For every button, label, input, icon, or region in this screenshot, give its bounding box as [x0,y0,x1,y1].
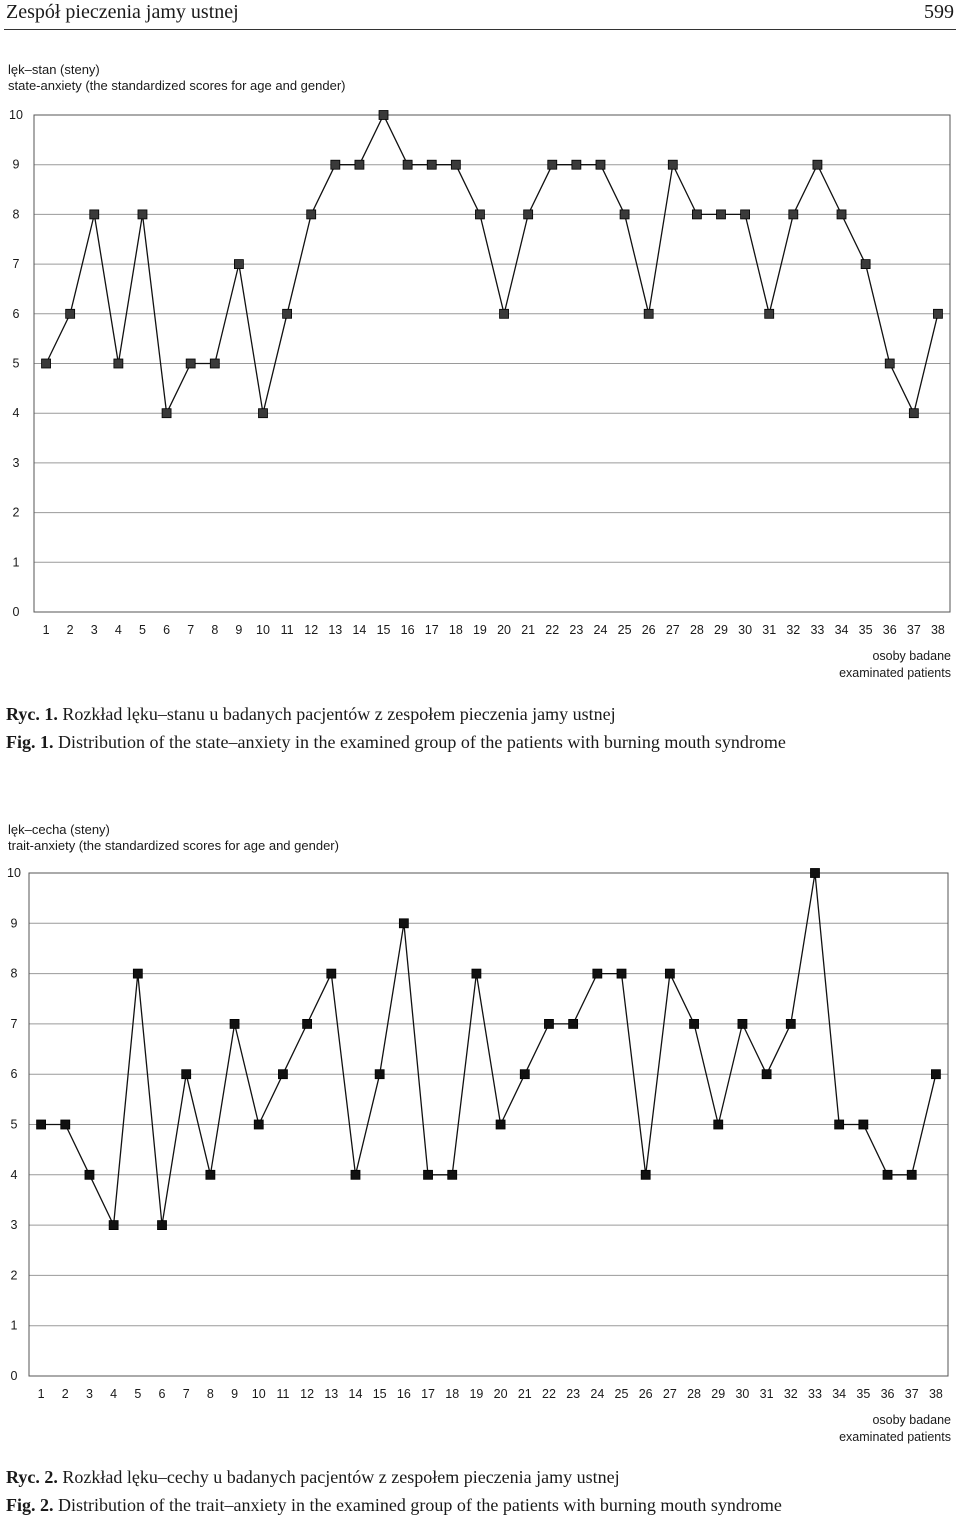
trait-anxiety-chart [0,860,960,1460]
chart1-data-point [885,359,894,368]
chart2-data-point [641,1170,650,1179]
chart2-data-point [738,1019,747,1028]
chart2-data-point [182,1070,191,1079]
chart1-xtick-label: 15 [376,623,391,637]
chart2-xtick-label: 21 [517,1387,532,1401]
header-rule [4,29,956,30]
chart1-data-point [933,309,942,318]
chart2-xtick-label: 30 [735,1387,750,1401]
chart2-series-line [41,873,936,1225]
chart2-caption-pl-label: Ryc. 2. [6,1467,58,1487]
journal-title: Zespół pieczenia jamy ustnej [6,1,239,23]
chart2-caption-en [6,1495,782,1516]
chart1-data-point [837,210,846,219]
chart1-xtick-label: 35 [858,623,873,637]
chart2-xtick-label: 27 [662,1387,677,1401]
chart1-data-point [644,309,653,318]
chart2-xtick-label: 8 [206,1387,214,1401]
chart1-data-point [524,210,533,219]
chart1-data-point [403,160,412,169]
chart1-xtick-label: 4 [114,623,122,637]
chart1-data-point [620,210,629,219]
chart1-data-point [355,160,364,169]
chart2-data-point [496,1120,505,1129]
chart1-data-point [500,309,509,318]
chart2-data-point [907,1170,916,1179]
chart2-xtick-label: 35 [856,1387,871,1401]
chart1-xtick-label: 2 [66,623,74,637]
chart2-xtick-label: 6 [158,1387,166,1401]
chart2-xtick-label: 24 [590,1387,605,1401]
chart1-xtick-label: 31 [762,623,777,637]
chart1-caption-en-label: Fig. 1. [6,732,54,752]
chart2-data-point [399,919,408,928]
chart1-data-point [331,160,340,169]
chart1-xlabel-en: examinated patients [839,666,951,680]
chart2-data-point [593,969,602,978]
chart2-data-point [762,1070,771,1079]
chart2-data-point [859,1120,868,1129]
chart2-xtick-label: 3 [85,1387,93,1401]
chart1-data-point [283,309,292,318]
chart2-data-point [810,869,819,878]
chart2-data-point [690,1019,699,1028]
chart1-data-point [186,359,195,368]
chart2-data-point [786,1019,795,1028]
chart2-ytick-label: 4 [10,1167,18,1182]
chart1-xtick-label: 3 [90,623,98,637]
chart2-xtick-label: 38 [928,1387,943,1401]
chart1-xtick-label: 5 [138,623,146,637]
chart2-data-point [375,1070,384,1079]
chart2-data-point [883,1170,892,1179]
chart2-data-point [133,969,142,978]
chart2-xtick-label: 32 [783,1387,798,1401]
chart1-xtick-label: 24 [593,623,608,637]
chart2-ytick-label: 8 [10,966,18,981]
chart1-ytick-label: 6 [12,306,20,321]
chart2-xtick-label: 23 [566,1387,581,1401]
chart2-data-point [206,1170,215,1179]
chart1-data-point [307,210,316,219]
chart2-data-point [254,1120,263,1129]
chart1-data-point [717,210,726,219]
chart2-caption-pl-text: Rozkład lęku–cechy u badanych pacjentów z zespołem pieczenia jamy ustnej [62,1467,620,1487]
chart1-xtick-label: 21 [521,623,536,637]
chart1-data-point [572,160,581,169]
chart2-ytick-label: 9 [10,916,18,931]
chart2-xtick-label: 18 [445,1387,460,1401]
chart2-xtick-label: 5 [134,1387,142,1401]
chart1-data-point [741,210,750,219]
chart2-ylabel-pl: lęk–cecha (steny) [8,822,110,837]
chart1-xtick-label: 19 [472,623,487,637]
chart1-xtick-label: 7 [187,623,195,637]
chart2-ytick-label: 7 [10,1016,18,1031]
chart2-xtick-label: 15 [372,1387,387,1401]
chart2-ytick-label: 5 [10,1117,18,1132]
chart2-xtick-label: 34 [832,1387,847,1401]
chart2-xtick-label: 29 [711,1387,726,1401]
chart1-ylabel-en: state-anxiety (the standardized scores for age and gender) [8,78,346,93]
chart1-data-point [596,160,605,169]
chart1-data-point [379,111,388,120]
page-header [0,0,960,28]
chart2-caption-en-label: Fig. 2. [6,1495,54,1515]
chart2-xtick-label: 37 [904,1387,919,1401]
chart2-data-point [109,1221,118,1230]
chart1-xtick-label: 1 [42,623,50,637]
chart1-xtick-label: 8 [211,623,219,637]
chart1-xtick-label: 30 [738,623,753,637]
chart1-xtick-label: 17 [424,623,439,637]
chart1-xtick-label: 34 [834,623,849,637]
chart2-xtick-label: 4 [110,1387,118,1401]
chart1-data-point [668,160,677,169]
chart1-xtick-label: 11 [280,623,294,637]
chart1-xtick-label: 36 [882,623,897,637]
chart1-data-point [90,210,99,219]
chart2-ytick-label: 0 [10,1369,18,1383]
chart1-ytick-label: 8 [12,207,20,222]
chart2-xtick-label: 28 [687,1387,702,1401]
chart2-ytick-label: 1 [10,1318,18,1333]
chart2-data-point [448,1170,457,1179]
chart1-xtick-label: 29 [714,623,728,637]
chart1-data-point [692,210,701,219]
chart2-ylabel-en: trait-anxiety (the standardized scores for age and gender) [8,838,339,853]
chart1-data-point [813,160,822,169]
chart2-xtick-label: 11 [276,1387,290,1401]
chart1-caption-pl-label: Ryc. 1. [6,704,58,724]
chart1-data-point [259,409,268,418]
chart2-ytick-label: 6 [10,1067,18,1082]
chart1-ytick-label: 2 [12,505,20,520]
chart2-xtick-label: 22 [542,1387,556,1401]
chart1-xtick-label: 20 [497,623,512,637]
chart1-xtick-label: 38 [930,623,945,637]
chart1-xtick-label: 28 [689,623,704,637]
chart2-caption-en-text: Distribution of the trait–anxiety in the examined group of the patients with burning mouth syndrome [58,1495,782,1515]
chart1-ytick-label: 7 [12,257,20,272]
chart2-data-point [931,1070,940,1079]
chart2-data-point [569,1019,578,1028]
chart1-ytick-label: 9 [12,157,20,172]
chart1-xtick-label: 10 [256,623,270,637]
chart1-ytick-label: 0 [12,605,20,619]
chart2-ytick-label: 3 [10,1218,18,1233]
chart1-xtick-label: 23 [569,623,584,637]
chart1-data-point [210,359,219,368]
chart1-xtick-label: 14 [352,623,367,637]
chart1-data-point [162,409,171,418]
chart2-data-point [351,1170,360,1179]
chart2-data-point [424,1170,433,1179]
chart2-xtick-label: 20 [493,1387,508,1401]
chart1-caption-en-text: Distribution of the state–anxiety in the examined group of the patients with burning mouth syndrome [58,732,786,752]
chart2-ylabel [8,822,339,854]
chart2-data-point [327,969,336,978]
chart1-data-point [861,260,870,269]
chart2-xtick-label: 26 [638,1387,653,1401]
chart1-caption-en [6,732,786,753]
page-number: 599 [924,1,954,23]
chart2-xtick-label: 1 [37,1387,45,1401]
chart1-xtick-label: 13 [328,623,343,637]
chart1-data-point [765,309,774,318]
chart1-ylabel [8,62,345,94]
chart1-xtick-label: 26 [641,623,656,637]
chart2-data-point [520,1070,529,1079]
chart1-data-point [114,359,123,368]
chart1-xtick-label: 33 [810,623,825,637]
chart2-data-point [544,1019,553,1028]
chart2-data-point [472,969,481,978]
chart1-data-point [451,160,460,169]
chart2-xtick-label: 17 [421,1387,435,1401]
state-anxiety-chart [0,100,960,690]
chart2-caption-pl [6,1467,620,1488]
chart1-xtick-label: 12 [304,623,319,637]
chart2-data-point [278,1070,287,1079]
chart2-data-point [714,1120,723,1129]
chart1-xtick-label: 9 [235,623,243,637]
chart1-ytick-label: 10 [9,108,23,122]
chart2-xtick-label: 16 [396,1387,411,1401]
chart2-xtick-label: 19 [469,1387,484,1401]
chart2-xlabel-pl: osoby badane [872,1413,951,1427]
chart1-data-point [138,210,147,219]
chart1-ytick-label: 3 [12,455,20,470]
chart1-xtick-label: 18 [448,623,463,637]
chart1-ytick-label: 1 [12,555,20,570]
chart2-xtick-label: 36 [880,1387,895,1401]
chart1-caption-pl-text: Rozkład lęku–stanu u badanych pacjentów z zespołem pieczenia jamy ustnej [62,704,616,724]
chart2-xtick-label: 9 [231,1387,239,1401]
chart2-xtick-label: 31 [759,1387,774,1401]
chart1-ytick-label: 5 [12,356,20,371]
chart2-data-point [230,1019,239,1028]
chart2-data-point [37,1120,46,1129]
chart1-xtick-label: 25 [617,623,632,637]
chart1-xtick-label: 32 [786,623,801,637]
chart2-xtick-label: 7 [182,1387,190,1401]
chart2-data-point [85,1170,94,1179]
chart2-data-point [61,1120,70,1129]
chart1-data-point [66,309,75,318]
chart2-xtick-label: 25 [614,1387,629,1401]
chart1-caption-pl [6,704,616,725]
chart2-data-point [665,969,674,978]
chart2-xtick-label: 12 [300,1387,315,1401]
chart1-xtick-label: 16 [400,623,415,637]
chart1-xtick-label: 37 [906,623,921,637]
chart1-data-point [909,409,918,418]
chart2-data-point [617,969,626,978]
chart1-data-point [234,260,243,269]
chart1-data-point [427,160,436,169]
chart2-ytick-label: 10 [7,866,21,880]
chart1-data-point [548,160,557,169]
chart2-xtick-label: 13 [324,1387,339,1401]
chart2-xtick-label: 2 [61,1387,69,1401]
chart2-data-point [303,1019,312,1028]
chart1-data-point [789,210,798,219]
chart1-ytick-label: 4 [12,406,20,421]
chart1-xtick-label: 6 [163,623,171,637]
chart1-xtick-label: 22 [545,623,560,637]
chart1-data-point [475,210,484,219]
chart2-ytick-label: 2 [10,1268,18,1283]
chart1-data-point [42,359,51,368]
chart2-xtick-label: 33 [808,1387,822,1401]
chart2-xtick-label: 10 [251,1387,266,1401]
chart1-ylabel-pl: lęk–stan (steny) [8,62,100,77]
chart2-xlabel-en: examinated patients [839,1430,951,1444]
chart1-xlabel-pl: osoby badane [872,649,951,663]
chart2-data-point [835,1120,844,1129]
chart2-data-point [158,1221,167,1230]
chart2-xtick-label: 14 [348,1387,363,1401]
chart1-xtick-label: 27 [665,623,680,637]
